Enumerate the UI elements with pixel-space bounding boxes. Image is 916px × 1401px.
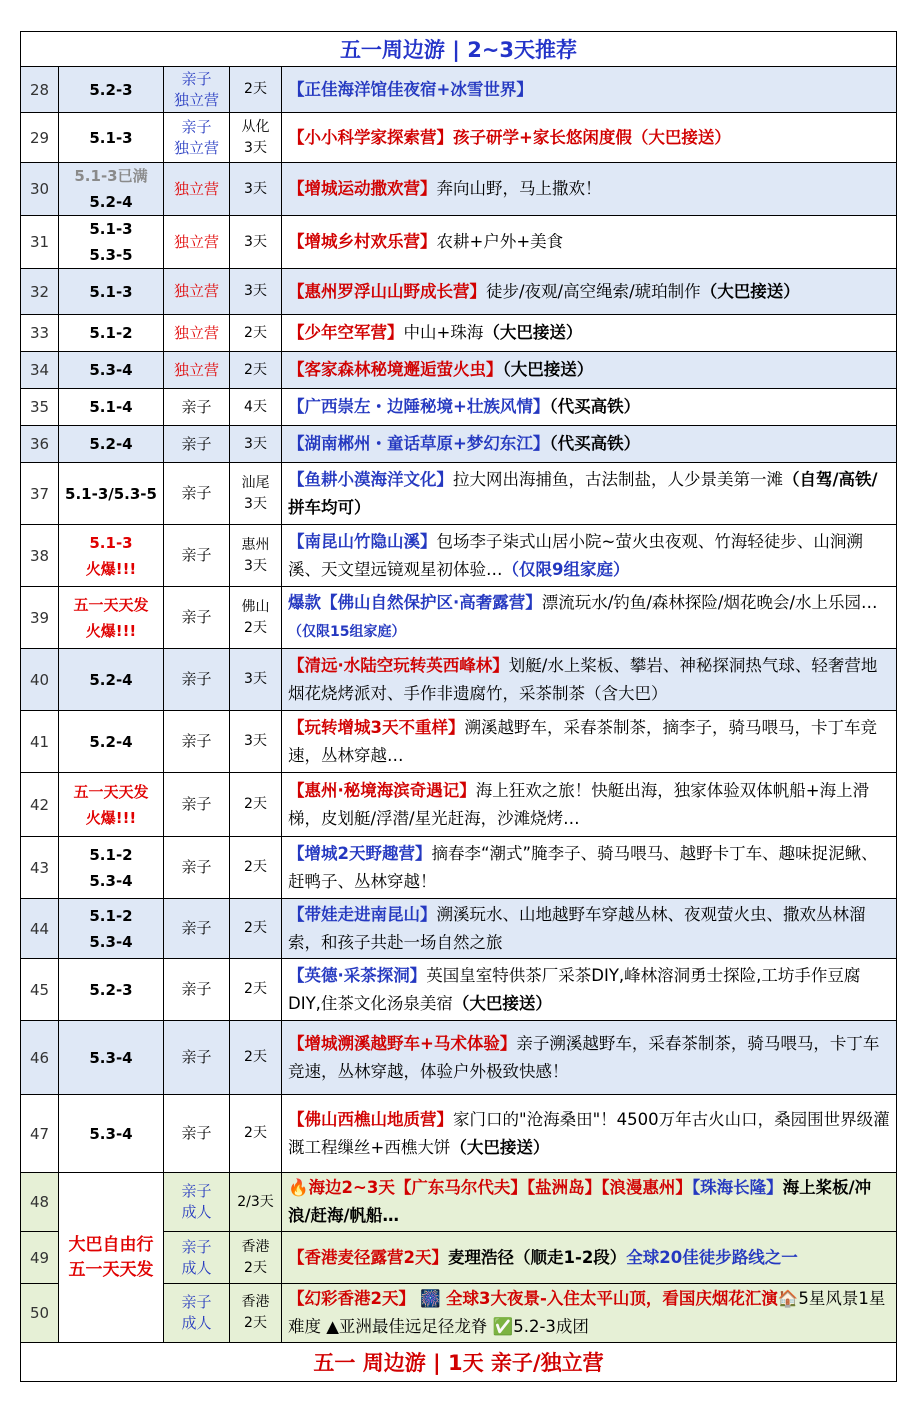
table-row <box>21 163 897 216</box>
description-text: 麦理浩径（顺走1-2段） <box>447 1247 627 1267</box>
description-text: 溯溪玩水、山地越野车穿越丛林、夜观萤火虫、撒欢丛林溜索，和孩子共赴一场自然之旅 <box>288 904 866 952</box>
description-text: 【佛山西樵山地质营】 <box>288 1109 453 1129</box>
days-text: 2天 <box>244 361 267 378</box>
type-cell <box>164 216 230 269</box>
description-text: 拉大网出海捕鱼，古法制盐，人少景美第一滩 <box>453 469 783 489</box>
description-text: 【清远·水陆空玩转英西峰林】 <box>288 655 509 675</box>
table-row <box>21 389 897 426</box>
table-row <box>21 837 897 899</box>
days-cell <box>230 113 282 163</box>
date-text: 5.2-3 <box>89 80 133 99</box>
type-cell <box>164 899 230 959</box>
date-cell <box>59 711 164 773</box>
type-cell <box>164 587 230 649</box>
row-number: 42 <box>21 773 59 837</box>
row-number: 34 <box>21 352 59 389</box>
days-cell <box>230 352 282 389</box>
date-cell <box>59 67 164 113</box>
description-cell <box>282 773 897 837</box>
type-cell <box>164 352 230 389</box>
date-cell <box>59 525 164 587</box>
date-cell <box>59 269 164 315</box>
days-cell <box>230 67 282 113</box>
description-text: 【珠海长隆】 <box>691 1178 783 1197</box>
date-text: 火爆!!! <box>85 559 137 578</box>
type-text: 亲子 <box>181 546 212 564</box>
table-title: 五一周边游 | 2~3天推荐 <box>21 32 897 67</box>
date-cell <box>59 1095 164 1173</box>
days-cell <box>230 269 282 315</box>
days-text: 香港 <box>241 1294 270 1310</box>
row-number: 46 <box>21 1021 59 1095</box>
type-text: 亲子 <box>181 795 212 813</box>
type-text: 亲子 <box>181 117 212 136</box>
type-cell <box>164 463 230 525</box>
date-text: 5.1-3 <box>89 128 133 147</box>
date-cell <box>59 649 164 711</box>
type-cell <box>164 269 230 315</box>
days-text: 3天 <box>244 557 267 574</box>
type-text: 独立营 <box>173 360 219 379</box>
type-text: 独立营 <box>173 232 219 251</box>
days-text: 3天 <box>244 233 267 250</box>
table-row <box>21 525 897 587</box>
days-cell <box>230 1232 282 1284</box>
row-number: 44 <box>21 899 59 959</box>
row-number: 31 <box>21 216 59 269</box>
date-text: 5.1-3已满 <box>74 167 148 185</box>
description-cell <box>282 67 897 113</box>
bus-free-travel-cell <box>59 1173 164 1343</box>
row-number: 40 <box>21 649 59 711</box>
description-cell <box>282 463 897 525</box>
description-text: 【带娃走进南昆山】 <box>288 904 437 924</box>
days-cell <box>230 1095 282 1173</box>
date-cell <box>59 773 164 837</box>
type-text: 亲子 <box>181 608 212 626</box>
description-text: 【增城溯溪越野车+马术体验】 <box>288 1033 517 1053</box>
row-number: 36 <box>21 426 59 463</box>
row-number: 48 <box>21 1173 59 1232</box>
description-text: （仅限15组家庭） <box>288 624 406 640</box>
date-cell <box>59 959 164 1021</box>
type-cell <box>164 711 230 773</box>
table-row <box>21 426 897 463</box>
type-text: 独立营 <box>173 282 219 300</box>
days-cell <box>230 1173 282 1232</box>
type-text: 亲子 <box>181 1237 212 1256</box>
row-number: 30 <box>21 163 59 216</box>
description-cell <box>282 649 897 711</box>
table-row <box>21 216 897 269</box>
days-text: 3天 <box>244 283 267 299</box>
description-text: （大巴接送） <box>483 323 583 342</box>
days-text: 3天 <box>244 139 267 156</box>
date-cell <box>59 899 164 959</box>
type-cell <box>164 525 230 587</box>
date-cell <box>59 315 164 352</box>
footer-title: 五一 周边游 | 1天 亲子/独立营 <box>21 1343 897 1382</box>
date-cell <box>59 426 164 463</box>
days-text: 3天 <box>244 180 267 197</box>
description-cell <box>282 1232 897 1284</box>
row-number: 37 <box>21 463 59 525</box>
date-text: 五一天天发 <box>73 595 149 614</box>
table-row <box>21 315 897 352</box>
type-text: 亲子 <box>181 397 212 416</box>
footer-row <box>21 1343 897 1382</box>
description-text: 亲子溯溪越野车，采春茶制茶，骑马喂马，卡丁车竞速，丛林穿越，体验户外极致快感！ <box>288 1033 880 1081</box>
row-number: 43 <box>21 837 59 899</box>
description-text: 农耕+户外+美食 <box>436 232 564 251</box>
description-text: 溯溪越野车，采春茶制茶，摘李子，骑马喂马，卡丁车竞速，丛林穿越… <box>288 717 877 765</box>
date-text: 5.3-5 <box>89 246 133 264</box>
description-cell <box>282 711 897 773</box>
date-text: 5.2-3 <box>89 980 133 999</box>
days-text: 2天 <box>244 981 267 997</box>
type-cell <box>164 1284 230 1343</box>
days-cell <box>230 837 282 899</box>
bus-label: 大巴自由行 <box>68 1234 154 1255</box>
description-text: 【鱼耕小漠海洋文化】 <box>288 469 453 489</box>
description-text: （自驾/高铁/拼车均可） <box>288 469 878 517</box>
description-cell <box>282 1284 897 1343</box>
type-text: 独立营 <box>173 90 219 109</box>
days-text: 2天 <box>244 1049 267 1065</box>
description-cell <box>282 389 897 426</box>
date-text: 5.1-3 <box>89 533 133 552</box>
type-text: 亲子 <box>181 732 212 750</box>
type-text: 亲子 <box>181 980 212 998</box>
description-text: （大巴接送） <box>502 360 594 379</box>
date-cell <box>59 837 164 899</box>
days-cell <box>230 899 282 959</box>
type-text: 亲子 <box>181 484 212 502</box>
table-row <box>21 711 897 773</box>
description-cell <box>282 1095 897 1173</box>
description-cell <box>282 525 897 587</box>
days-cell <box>230 959 282 1021</box>
days-text: 2天 <box>244 920 267 936</box>
description-text: 海上桨板/冲浪/赶海/帆船… <box>288 1178 872 1225</box>
description-cell <box>282 837 897 899</box>
description-text: 【英德·采茶探洞】 <box>288 965 427 985</box>
description-text: 【增城乡村欢乐营】 <box>288 232 437 251</box>
date-text: 5.3-4 <box>89 1048 133 1067</box>
date-text: 5.1-2 <box>89 324 133 342</box>
description-text: 【广西崇左・边陲秘境+壮族风情】 <box>288 397 550 416</box>
days-cell <box>230 315 282 352</box>
type-text: 成人 <box>181 1314 212 1332</box>
description-text: 划艇/水上桨板、攀岩、神秘探洞热气球、轻奢营地烟花烧烤派对、手作非遗腐竹，采茶制茶（含大巴） <box>288 655 878 703</box>
description-text: （仅限9组家庭） <box>502 559 630 579</box>
description-text: 【南昆山竹隐山溪】 <box>288 531 437 551</box>
description-text: （大巴接送） <box>452 993 552 1013</box>
date-text: 5.1-2 <box>89 845 133 864</box>
emoji-icon: 🏠 <box>777 1289 799 1308</box>
row-number: 50 <box>21 1284 59 1343</box>
table-row <box>21 1095 897 1173</box>
bus-label: 五一天天发 <box>68 1259 154 1280</box>
type-text: 亲子 <box>181 1293 212 1311</box>
days-cell <box>230 216 282 269</box>
days-text: 2天 <box>244 1125 267 1141</box>
description-text: 【玩转增城3天不重样】 <box>288 717 465 737</box>
date-text: 5.1-3/5.3-5 <box>65 484 157 503</box>
description-text: 【少年空军营】 <box>288 323 404 342</box>
emoji-icon: 🎆 <box>414 1289 447 1308</box>
days-cell <box>230 389 282 426</box>
type-text: 成人 <box>181 1203 212 1221</box>
table-row <box>21 352 897 389</box>
date-text: 5.3-4 <box>89 1124 133 1143</box>
row-number: 28 <box>21 67 59 113</box>
type-cell <box>164 163 230 216</box>
table-row <box>21 67 897 113</box>
type-cell <box>164 837 230 899</box>
description-text: 奔向山野，马上撒欢！ <box>436 179 602 198</box>
description-text: 5.2-3成团 <box>513 1317 589 1336</box>
row-number: 33 <box>21 315 59 352</box>
date-text: 5.1-2 <box>89 906 133 925</box>
type-cell <box>164 426 230 463</box>
description-text: 海上狂欢之旅！快艇出海，独家体验双体帆船+海上滑梯，皮划艇/浮潜/星光赶海，沙滩烧烤… <box>288 780 870 828</box>
type-text: 亲子 <box>181 1182 212 1200</box>
date-cell <box>59 352 164 389</box>
days-cell <box>230 711 282 773</box>
date-text: 5.1-4 <box>89 398 133 416</box>
days-cell <box>230 587 282 649</box>
description-text: 【客家森林秘境邂逅萤火虫】 <box>288 360 503 379</box>
description-text: 【小小科学家探索营】孩子研学+家长悠闲度假（大巴接送） <box>288 127 731 147</box>
date-text: 火爆!!! <box>85 808 137 827</box>
date-cell <box>59 463 164 525</box>
days-text: 惠州 <box>241 536 270 553</box>
description-text: （代买高铁） <box>549 434 641 453</box>
date-cell <box>59 1021 164 1095</box>
days-text: 2天 <box>244 1315 267 1331</box>
description-text: 漂流玩水/钓鱼/森林探险/烟花晚会/水上乐园… <box>541 593 878 612</box>
days-cell <box>230 773 282 837</box>
days-text: 2天 <box>244 619 267 636</box>
date-text: 5.2-4 <box>89 193 133 211</box>
days-text: 从化 <box>241 118 270 135</box>
date-text: 5.2-4 <box>89 670 133 689</box>
table-row <box>21 269 897 315</box>
header-row <box>21 32 897 67</box>
description-text: 【湖南郴州・童话草原+梦幻东江】 <box>288 434 550 453</box>
description-text: 摘春李“潮式”腌李子、骑马喂马、越野卡丁车、趣味捉泥鳅、赶鸭子、丛林穿越！ <box>288 843 878 891</box>
type-cell <box>164 1021 230 1095</box>
emoji-icon: ✅ <box>492 1317 514 1336</box>
row-number: 35 <box>21 389 59 426</box>
days-text: 3天 <box>244 495 267 512</box>
type-text: 亲子 <box>181 69 212 88</box>
type-text: 亲子 <box>181 670 212 688</box>
description-cell <box>282 1021 897 1095</box>
emoji-icon: 🔥 <box>288 1178 309 1197</box>
type-text: 独立营 <box>173 179 219 198</box>
table-row <box>21 959 897 1021</box>
description-text: 全球3大夜景-入住太平山顶，看国庆烟花汇演 <box>446 1289 778 1308</box>
date-text: 5.1-3 <box>89 282 133 301</box>
description-cell <box>282 216 897 269</box>
type-cell <box>164 67 230 113</box>
itinerary-table <box>20 31 897 1382</box>
days-cell <box>230 1021 282 1095</box>
days-text: 2天 <box>244 859 267 875</box>
days-cell <box>230 1284 282 1343</box>
description-cell <box>282 959 897 1021</box>
days-text: 3天 <box>244 671 267 687</box>
description-text: 全球20佳徒步路线之一 <box>626 1247 798 1267</box>
description-text: 【惠州·秘境海滨奇遇记】 <box>288 780 476 800</box>
days-text: 2天 <box>244 324 267 341</box>
type-text: 亲子 <box>181 919 212 937</box>
days-cell <box>230 163 282 216</box>
description-cell <box>282 315 897 352</box>
date-cell <box>59 389 164 426</box>
date-text: 5.2-4 <box>89 732 133 751</box>
type-cell <box>164 1232 230 1284</box>
date-text: 5.3-4 <box>89 871 133 890</box>
description-text: 海边2~3天【广东马尔代夫】【盐洲岛】【浪漫惠州】 <box>308 1178 692 1197</box>
days-cell <box>230 525 282 587</box>
days-cell <box>230 463 282 525</box>
row-number: 32 <box>21 269 59 315</box>
table-row <box>21 899 897 959</box>
type-text: 亲子 <box>181 1048 212 1066</box>
date-cell <box>59 216 164 269</box>
description-text: 英国皇室特供茶厂采茶DIY,峰林溶洞勇士探险,工坊手作豆腐DIY,住茶文化汤泉美宿 <box>288 965 861 1013</box>
row-number: 38 <box>21 525 59 587</box>
days-text: 佛山 <box>241 598 270 615</box>
type-text: 亲子 <box>181 434 212 453</box>
type-text: 独立营 <box>173 323 219 342</box>
row-number: 39 <box>21 587 59 649</box>
date-text: 火爆!!! <box>85 621 137 640</box>
table-row <box>21 587 897 649</box>
description-text: 5星风景1星难度 ▲亚洲最佳远足径龙脊 <box>288 1289 886 1336</box>
description-text: 包场李子柒式山居小院~萤火虫夜观、竹海轻徒步、山涧溯溪、天文望远镜观星初体验… <box>288 531 863 579</box>
days-cell <box>230 426 282 463</box>
description-cell <box>282 899 897 959</box>
days-text: 2天 <box>244 81 267 97</box>
description-text: 家门口的"沧海桑田"！4500万年古火山口，桑园围世界级灌溉工程缫丝+西樵大饼 <box>288 1109 890 1157</box>
date-text: 5.3-4 <box>89 932 133 951</box>
date-text: 5.2-4 <box>89 435 133 453</box>
type-text: 独立营 <box>173 138 219 157</box>
description-text: 中山+珠海 <box>403 323 484 342</box>
description-text: 【惠州罗浮山山野成长营】 <box>288 281 486 301</box>
description-text: 【幻彩香港2天】 <box>288 1289 415 1308</box>
date-cell <box>59 587 164 649</box>
table-row <box>21 773 897 837</box>
description-cell <box>282 426 897 463</box>
table-row <box>21 1021 897 1095</box>
days-text: 4天 <box>244 398 267 415</box>
description-cell <box>282 587 897 649</box>
row-number: 29 <box>21 113 59 163</box>
description-text: （大巴接送） <box>700 281 800 301</box>
description-cell <box>282 352 897 389</box>
days-text: 3天 <box>244 435 267 452</box>
date-cell <box>59 163 164 216</box>
description-text: 【增城运动撒欢营】 <box>288 179 437 198</box>
days-text: 3天 <box>244 733 267 749</box>
type-text: 成人 <box>181 1258 212 1277</box>
days-text: 2天 <box>244 796 267 812</box>
table-row <box>21 1173 897 1232</box>
type-text: 亲子 <box>181 858 212 876</box>
type-cell <box>164 959 230 1021</box>
description-cell <box>282 113 897 163</box>
type-cell <box>164 1173 230 1232</box>
row-number: 41 <box>21 711 59 773</box>
table-row <box>21 113 897 163</box>
description-text: （大巴接送） <box>450 1137 550 1157</box>
row-number: 49 <box>21 1232 59 1284</box>
type-text: 亲子 <box>181 1124 212 1142</box>
table-row <box>21 649 897 711</box>
description-text: 【增城2天野趣营】 <box>288 843 432 863</box>
type-cell <box>164 649 230 711</box>
description-cell <box>282 163 897 216</box>
type-cell <box>164 1095 230 1173</box>
description-text: 徒步/夜观/高空绳索/琥珀制作 <box>486 281 701 301</box>
description-text: 【香港麦径露营2天】 <box>288 1247 448 1267</box>
date-text: 五一天天发 <box>73 782 149 801</box>
description-cell <box>282 269 897 315</box>
description-text: 爆款【佛山自然保护区·高奢露营】 <box>288 593 542 612</box>
type-cell <box>164 389 230 426</box>
days-text: 香港 <box>241 1238 270 1255</box>
days-text: 汕尾 <box>241 474 270 491</box>
row-number: 47 <box>21 1095 59 1173</box>
table-row <box>21 463 897 525</box>
type-cell <box>164 315 230 352</box>
description-text: 【正佳海洋馆佳夜宿+冰雪世界】 <box>288 79 533 99</box>
date-text: 5.3-4 <box>89 361 133 379</box>
date-cell <box>59 113 164 163</box>
type-cell <box>164 773 230 837</box>
days-cell <box>230 649 282 711</box>
date-text: 5.1-3 <box>89 220 133 238</box>
days-text: 2/3天 <box>237 1193 274 1210</box>
row-number: 45 <box>21 959 59 1021</box>
type-cell <box>164 113 230 163</box>
description-cell <box>282 1173 897 1232</box>
days-text: 2天 <box>244 1259 267 1276</box>
description-text: （代买高铁） <box>549 397 641 416</box>
